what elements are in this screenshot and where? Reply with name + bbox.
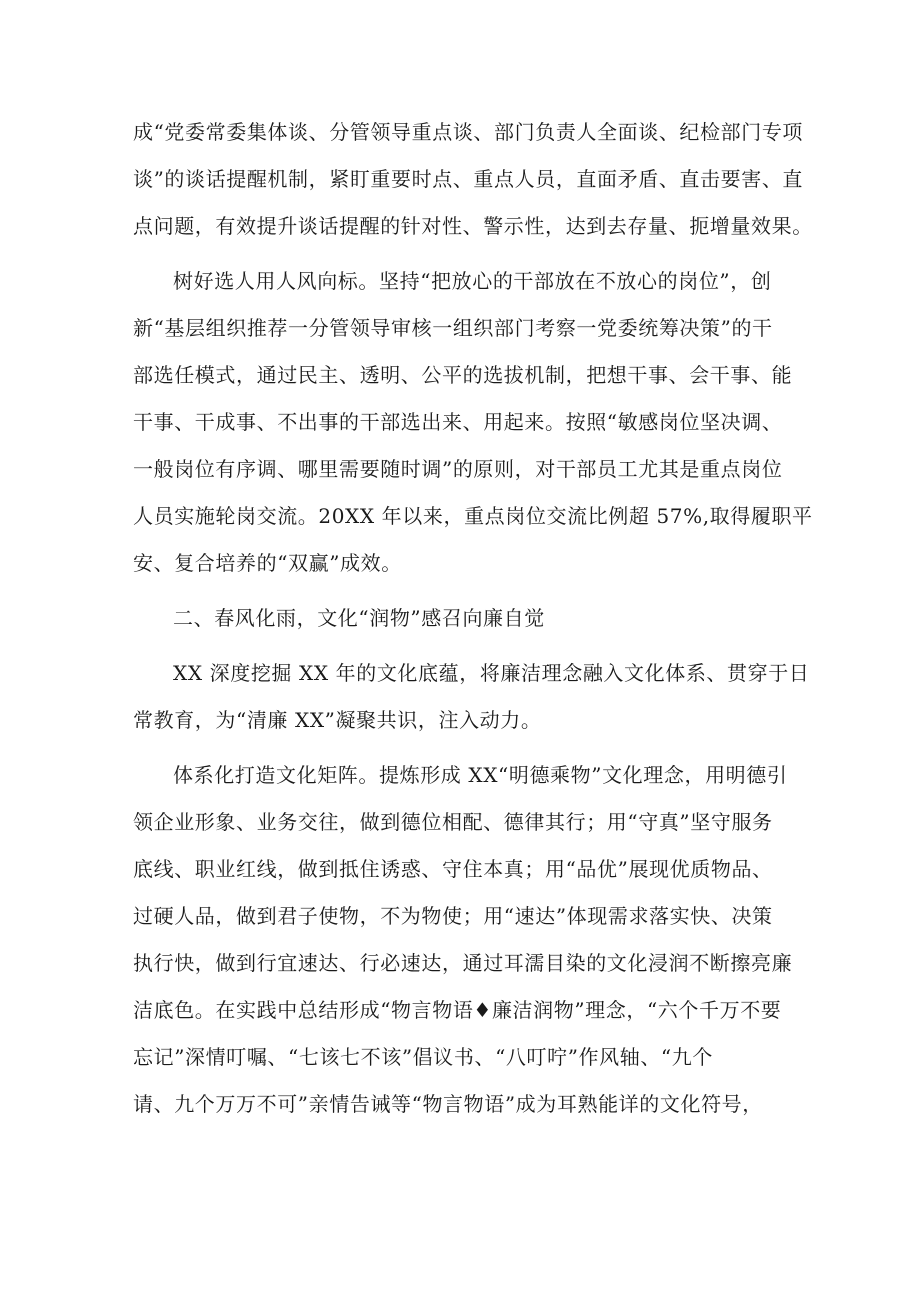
text-line: 请、九个万万不可”亲情告诫等“物言物语”成为耳熟能详的文化符号， [133, 1092, 763, 1116]
text-line: 点问题，有效提升谈话提醒的针对性、警示性，达到去存量、扼增量效果。 [133, 214, 813, 238]
text-line: 常教育，为“清廉 XX”凝聚共识，注入动力。 [133, 708, 542, 732]
text-line: XX 深度挖掘 XX 年的文化底蕴，将廉洁理念融入文化体系、贯穿于日 [173, 661, 810, 685]
text-line: 人员实施轮岗交流。20XX 年以来，重点岗位交流比例超 57%,取得履职平 [133, 504, 813, 528]
text-line: 一般岗位有序调、哪里需要随时调”的原则，对干部员工尤其是重点岗位 [133, 457, 783, 481]
text-line: 忘记”深情叮嘱、“七该七不该”倡议书、“八叮咛”作风轴、“九个 [133, 1045, 713, 1069]
text-line: 树好选人用人风向标。坚持“把放心的干部放在不放心的岗位”，创 [173, 269, 772, 293]
text-line: 领企业形象、业务交往，做到德位相配、德律其行；用“守真”坚守服务 [133, 810, 773, 834]
paragraph-culture-matrix [133, 752, 803, 1128]
text-line: 干事、干成事、不出事的干部选出来、用起来。按照“敏感岗位坚决调、 [133, 410, 783, 434]
text-line: 新“基层组织推荐一分管领导审核一组织部门考察一党委统筹决策”的干 [133, 316, 773, 340]
paragraph-culture-intro [133, 650, 810, 744]
document-body [133, 109, 813, 1128]
text-line: 执行快，做到行宜速达、行必速达，通过耳濡目染的文化浸润不断擦亮廉 [133, 951, 793, 975]
text-line: 洁底色。在实践中总结形成“物言物语♦廉洁润物”理念，“六个千万不要 [133, 998, 782, 1022]
text-line: 体系化打造文化矩阵。提炼形成 XX“明德乘物”文化理念，用明德引 [173, 763, 788, 787]
section-heading [133, 595, 803, 642]
section-heading-text: 二、春风化雨，文化“润物”感召向廉自觉 [173, 606, 545, 630]
text-line: 谈”的谈话提醒机制，紧盯重要时点、重点人员，直面矛盾、直击要害、直 [133, 167, 804, 191]
text-line: 过硬人品，做到君子使物，不为物使；用“速达”体现需求落实快、决策 [133, 904, 773, 928]
text-line: 成“党委常委集体谈、分管领导重点谈、部门负责人全面谈、纪检部门专项 [133, 120, 804, 144]
text-line: 安、复合培养的“双赢”成效。 [133, 551, 402, 575]
text-line: 部选任模式，通过民主、透明、公平的选拔机制，把想干事、会干事、能 [133, 363, 793, 387]
paragraph-selection [133, 258, 813, 587]
paragraph-talk-mechanism [133, 109, 813, 250]
text-line: 底线、职业红线，做到抵住诱惑、守住本真；用“品优”展现优质物品、 [133, 857, 773, 881]
